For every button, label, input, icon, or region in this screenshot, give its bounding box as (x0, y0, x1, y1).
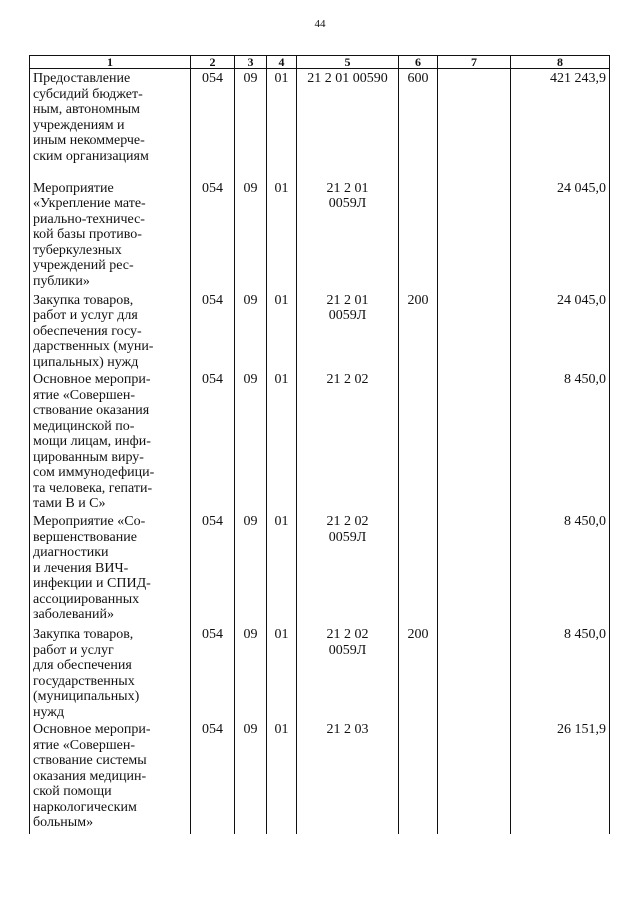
row-name-line: ствование системы (33, 753, 147, 768)
column-7-cell (438, 291, 511, 371)
row-name-line: ассоциированных (33, 591, 140, 607)
column-header: 3 (235, 56, 267, 69)
row-name-line: оказания медицин- (33, 768, 147, 784)
row-name-line: субсидий бюджет- (33, 86, 143, 102)
budget-table (29, 55, 610, 834)
row-name-line: «Укрепление мате- (33, 196, 146, 211)
target-article-line: 21 2 01 (326, 180, 369, 196)
expense-type-code (399, 179, 438, 291)
column-header: 5 (297, 56, 399, 69)
column-7-cell (438, 625, 511, 720)
ministry-code: 054 (191, 512, 235, 625)
subsection-code: 01 (267, 69, 297, 179)
row-name-line: работ и услуг (33, 642, 114, 658)
section-code: 09 (235, 370, 267, 512)
section-code: 09 (235, 512, 267, 625)
target-article-line: 0059Л (328, 308, 367, 323)
target-article-code (297, 69, 399, 179)
subsection-code: 01 (267, 512, 297, 625)
table-row (30, 512, 610, 625)
row-name-line: тами В и С» (33, 496, 106, 511)
target-article-line: 21 2 01 (326, 292, 369, 308)
row-name-line: медицинской по- (33, 418, 135, 434)
row-name-line: больным» (33, 815, 94, 830)
row-name-line: публики» (33, 273, 90, 289)
row-name-line: ятие «Совершен- (33, 737, 135, 753)
target-article-code (297, 625, 399, 720)
row-name-line: ским организациям (33, 148, 149, 164)
row-name-line: Предоставление (33, 71, 131, 86)
row-name-line: инфекции и СПИД- (33, 576, 151, 591)
row-name-line: нужд (33, 704, 65, 720)
target-article-line: 21 2 02 (326, 514, 369, 529)
amount: 8 450,0 (511, 512, 610, 625)
table-row (30, 291, 610, 371)
row-name (30, 179, 191, 291)
row-name-line: работ и услуг для (33, 308, 138, 323)
page-number: 44 (314, 18, 326, 30)
section-code: 09 (235, 720, 267, 834)
row-name-line: Закупка товаров, (33, 627, 134, 642)
section-code: 09 (235, 69, 267, 179)
row-name-line: и лечения ВИЧ- (33, 560, 129, 576)
table-row (30, 179, 610, 291)
row-name-line: кой базы противо- (33, 227, 142, 242)
ministry-code: 054 (191, 720, 235, 834)
row-name-line: наркологическим (33, 799, 137, 815)
row-name-line: риально-техничес- (33, 211, 145, 227)
row-name-line: ципальных) нужд (33, 354, 139, 370)
amount: 421 243,9 (511, 69, 610, 179)
column-7-cell (438, 512, 511, 625)
amount: 24 045,0 (511, 179, 610, 291)
row-name-line: обеспечения госу- (33, 323, 142, 339)
row-name-line: ятие «Совершен- (33, 387, 135, 403)
target-article-code (297, 370, 399, 512)
target-article-line: 21 2 03 (326, 722, 369, 737)
table-row (30, 625, 610, 720)
column-number-row (30, 56, 610, 69)
row-name-line: мощи лицам, инфи- (33, 434, 151, 449)
row-name-line: ствование оказания (33, 403, 150, 418)
column-header: 2 (191, 56, 235, 69)
ministry-code: 054 (191, 69, 235, 179)
table-row (30, 69, 610, 179)
expense-type-code (399, 512, 438, 625)
row-name-line: для обеспечения (33, 658, 132, 673)
column-7-cell (438, 720, 511, 834)
column-7-cell (438, 69, 511, 179)
row-name-line: диагностики (33, 545, 109, 560)
row-name (30, 370, 191, 512)
expense-type-code (399, 720, 438, 834)
row-name (30, 720, 191, 834)
row-name-line: та человека, гепати- (33, 480, 153, 496)
target-article-line: 21 2 01 00590 (307, 71, 388, 86)
row-name-line: заболеваний» (33, 607, 114, 622)
row-name-line: цированным виру- (33, 449, 144, 465)
amount: 24 045,0 (511, 291, 610, 371)
column-header: 1 (30, 56, 191, 69)
target-article-code (297, 291, 399, 371)
ministry-code: 054 (191, 370, 235, 512)
row-name-line: учреждениям и (33, 117, 125, 133)
amount: 26 151,9 (511, 720, 610, 834)
target-article-code (297, 512, 399, 625)
expense-type-code: 600 (399, 69, 438, 179)
section-code: 09 (235, 179, 267, 291)
row-name-line: Закупка товаров, (33, 292, 134, 308)
target-article-line: 21 2 02 (326, 372, 369, 387)
subsection-code: 01 (267, 720, 297, 834)
table-row (30, 370, 610, 512)
row-name-line: Мероприятие (33, 180, 114, 196)
section-code: 09 (235, 625, 267, 720)
row-name-line: государственных (33, 673, 135, 689)
row-name-line: дарственных (муни- (33, 339, 154, 354)
column-7-cell (438, 179, 511, 291)
row-name-line: ным, автономным (33, 102, 141, 117)
amount: 8 450,0 (511, 370, 610, 512)
target-article-line: 21 2 02 (326, 627, 369, 642)
row-name-line: Основное меропри- (33, 722, 151, 737)
amount: 8 450,0 (511, 625, 610, 720)
row-name-line: иным некоммерче- (33, 133, 145, 148)
row-name-line: учреждений рес- (33, 258, 134, 273)
column-7-cell (438, 370, 511, 512)
subsection-code: 01 (267, 291, 297, 371)
target-article-code (297, 720, 399, 834)
target-article-code (297, 179, 399, 291)
table-row (30, 720, 610, 834)
subsection-code: 01 (267, 370, 297, 512)
column-header: 7 (438, 56, 511, 69)
row-name (30, 625, 191, 720)
row-name-line: вершенствование (33, 529, 137, 545)
ministry-code: 054 (191, 179, 235, 291)
row-name-line: Мероприятие «Со- (33, 514, 146, 529)
target-article-line: 0059Л (328, 529, 367, 545)
row-name-line: (муниципальных) (33, 689, 140, 704)
subsection-code: 01 (267, 179, 297, 291)
expense-type-code: 200 (399, 625, 438, 720)
ministry-code: 054 (191, 625, 235, 720)
target-article-line: 0059Л (328, 642, 367, 658)
column-header: 8 (511, 56, 610, 69)
ministry-code: 054 (191, 291, 235, 371)
target-article-line: 0059Л (328, 196, 367, 211)
expense-type-code: 200 (399, 291, 438, 371)
row-name (30, 69, 191, 179)
row-name-line: Основное меропри- (33, 372, 151, 387)
row-name (30, 512, 191, 625)
column-header: 4 (267, 56, 297, 69)
row-name-line: сом иммунодефици- (33, 465, 155, 480)
row-name-line: ской помощи (33, 784, 112, 799)
row-name-line: туберкулезных (33, 242, 122, 258)
column-header: 6 (399, 56, 438, 69)
section-code: 09 (235, 291, 267, 371)
expense-type-code (399, 370, 438, 512)
row-name (30, 291, 191, 371)
subsection-code: 01 (267, 625, 297, 720)
